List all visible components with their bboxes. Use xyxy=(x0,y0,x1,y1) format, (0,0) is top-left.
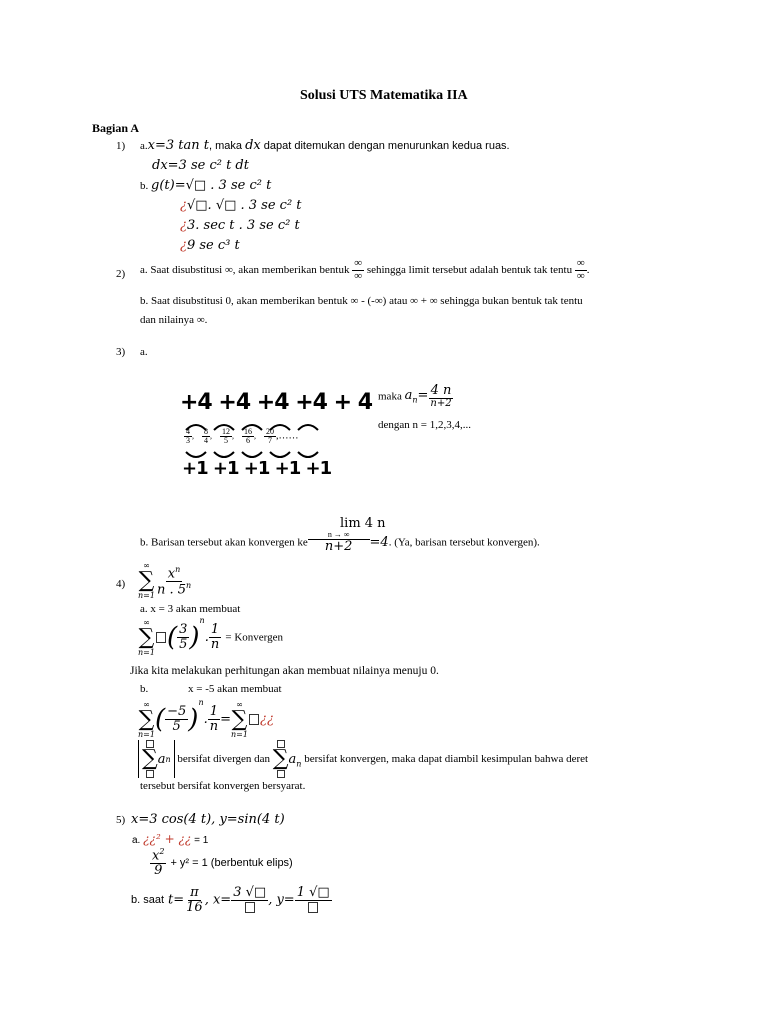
q5-b-label: b. saat xyxy=(131,894,165,907)
q4-jika: Jika kita melakukan perhitungan akan membuat nilainya menuju 0. xyxy=(130,665,439,677)
q4-a-result: = Konvergen xyxy=(225,631,283,644)
abs-sum: ∑ a n xyxy=(138,740,175,778)
maka-text: maka xyxy=(378,390,402,403)
q5-ellipse-fraction: $\frac{x^2}{9}$ xyxy=(152,847,165,878)
q4-a-fraction: $\frac{3}{5}$ xyxy=(179,622,188,652)
q3-b xyxy=(140,531,540,554)
q3-a-label: a. xyxy=(140,346,148,358)
q1-b-line4-red: ¿ xyxy=(180,238,187,253)
q4-b-red: ¿¿ xyxy=(259,712,274,727)
q5-a-red: ¿¿² + ¿¿ xyxy=(143,832,192,846)
q5-b-x: , x= xyxy=(204,892,232,908)
q3-b-text: b. Barisan tersebut akan konvergen ke xyxy=(140,536,308,549)
placeholder-box-icon xyxy=(245,902,255,913)
q1-a-expr: x=3 tan t xyxy=(147,138,209,153)
q5-ellipse-rest: + y² = 1 (berbentuk elips) xyxy=(170,856,293,869)
q4-conclusion-line1 xyxy=(138,740,588,778)
q1-b xyxy=(140,178,271,193)
q2-b-line2: dan nilainya ∞. xyxy=(140,314,208,326)
page-title: Solusi UTS Matematika IIA xyxy=(300,88,468,103)
q3-lim-result: =4 xyxy=(369,535,389,551)
q5-b-y: , y= xyxy=(268,892,295,908)
q3-b-end: . (Ya, barisan tersebut konvergen). xyxy=(388,536,540,549)
q4-b-text: x = -5 akan membuat xyxy=(188,683,282,695)
q4-a-series: ∞ ∑ n=1 ( $\frac{3}{5}$ )$^n$. $\frac{1}{n}$ = Konvergen xyxy=(138,616,283,657)
q4-number: 4) xyxy=(116,578,126,590)
placeholder-box-icon xyxy=(308,902,318,913)
placeholder-box-icon xyxy=(156,632,166,643)
q3-lim-label: lim 4 n xyxy=(340,516,386,531)
q5-number: 5) xyxy=(116,814,126,826)
q2-a-text: a. Saat disubstitusi ∞, akan memberikan bentuk xyxy=(140,264,350,277)
seq-term: $\frac{20}{7}$ xyxy=(266,427,274,446)
seq-term: $\frac{4}{3}$ xyxy=(186,427,190,446)
placeholder-box-icon xyxy=(249,714,259,725)
q4-a-text: a. x = 3 akan membuat xyxy=(140,603,241,615)
q3-dengan: dengan n = 1,2,3,4,... xyxy=(378,419,471,431)
sigma-icon: ∞ ∑ n=1 xyxy=(138,617,155,657)
q1-b-line3-red: ¿ xyxy=(180,218,187,233)
q1-b-line3-expr: 3. sec t . 3 se c² t xyxy=(186,218,300,233)
q1-a-derivative: dx=3 se c² t dt xyxy=(152,158,249,173)
q2-a-fraction2: $\frac{\infty}{\infty}$ xyxy=(576,257,585,282)
q5-b-t-fraction: $\frac{\pi}{16}$ xyxy=(186,885,203,915)
q1-b-line4-expr: 9 se c³ t xyxy=(186,238,240,253)
sigma-icon: ∞ ∑ n=1 xyxy=(138,699,155,739)
q1-a-prefix: a. xyxy=(140,140,148,152)
seq-term: $\frac{8}{4}$ xyxy=(204,427,208,446)
seq-term: $\frac{12}{5}$ xyxy=(222,427,230,446)
q4-series-fraction: $\frac{x^n}{n . 5^n}$ xyxy=(156,564,192,597)
q1-b-line4 xyxy=(180,238,240,253)
sigma-icon: ∑ xyxy=(273,740,289,778)
sigma-icon: ∑ xyxy=(142,740,158,778)
seq-term: $\frac{16}{6}$ xyxy=(244,427,252,446)
q4-b-fraction: $\frac{-5}{5}$ xyxy=(167,704,187,734)
q5-a-eq: = 1 xyxy=(194,835,209,846)
q5-b-x-fraction: 3 √□ xyxy=(231,886,268,914)
q2-a-end: . xyxy=(586,264,590,277)
q1-b-line2 xyxy=(180,198,302,213)
q1-b-line2-red: ¿ xyxy=(180,198,187,213)
q5-b-t: t= xyxy=(168,892,185,908)
q2-b-line1: b. Saat disubstitusi 0, akan memberikan bentuk ∞ - (-∞) atau ∞ + ∞ sehingga bukan bentuk tak tentu xyxy=(140,295,583,307)
q1-a-text: , maka xyxy=(208,140,246,152)
q4-series xyxy=(138,562,193,600)
q2-number: 2) xyxy=(116,268,126,280)
q1-a-text2: dapat ditemukan dengan menurunkan kedua ruas. xyxy=(260,140,510,152)
q1-a-dx: dx xyxy=(245,138,261,153)
sigma-icon: ∞ ∑ n=1 xyxy=(231,699,248,739)
q2-a-fraction: $\frac{\infty}{\infty}$ xyxy=(354,257,363,282)
q2-a xyxy=(140,258,589,282)
sum-an: ∑ $a_n$ xyxy=(273,752,302,767)
q1-b-prefix: b. xyxy=(140,180,149,192)
q5-a-label: a. xyxy=(132,835,141,846)
q5-b xyxy=(131,886,332,914)
q3-an-formula xyxy=(378,384,454,409)
q3-number: 3) xyxy=(116,346,126,358)
bersifat-konvergen: bersifat konvergen, maka dapat diambil kesimpulan bahwa deret xyxy=(304,753,589,765)
q5-expr: x=3 cos(4 t), y=sin(4 t) xyxy=(131,812,285,827)
q1-b-line3 xyxy=(180,218,300,233)
bersifat-divergen: bersifat divergen dan xyxy=(177,753,271,765)
q5-a xyxy=(132,832,208,846)
q3-lim-fraction: $\frac{n \to \infty}{n+2}$ xyxy=(308,531,370,554)
q1-b-line1: g(t)=√□ . 3 se c² t xyxy=(151,178,272,193)
q5-b-y-fraction: 1 √□ xyxy=(295,886,332,914)
sigma-icon: ∞ ∑ n=1 xyxy=(138,561,155,600)
an-fraction: $\frac{4 n}{n+2}$ xyxy=(430,383,452,409)
q3-sequence: $\frac{4}{3}$ , $\frac{8}{4}$ , $\frac{12}{5}$ , $\frac{16}{6}$ , $\frac{20}{7}$ ,…… xyxy=(186,427,299,446)
q1-b-line2-expr: √□. √□ . 3 se c² t xyxy=(186,198,302,213)
q4-b-series: ∞ ∑ n=1 ( $\frac{-5}{5}$ )$^n$. $\frac{1}{n}$ = ∞ ∑ n=1 ¿¿ xyxy=(138,698,274,739)
seq-tail: ,…… xyxy=(276,430,299,442)
q4-a-fraction2: $\frac{1}{n}$ xyxy=(210,622,220,652)
q5-ellipse xyxy=(150,848,293,878)
q4-b-label: b. xyxy=(140,683,149,695)
q3-handwritten-top: +4 +4 +4 +4 + 4 xyxy=(180,390,373,415)
q4-conclusion-line2: tersebut bersifat konvergen bersyarat. xyxy=(140,780,306,792)
an-symbol: $a_n=$ xyxy=(404,388,429,405)
q1-number: 1) xyxy=(116,140,126,152)
q2-a-text2: sehingga limit tersebut adalah bentuk tak tentu xyxy=(366,264,573,277)
section-heading: Bagian A xyxy=(92,121,140,135)
q1-a xyxy=(140,138,510,153)
q3-handwritten-bottom: +1 +1 +1 +1 +1 xyxy=(182,458,332,479)
q4-b-fraction2: $\frac{1}{n}$ xyxy=(209,704,219,734)
